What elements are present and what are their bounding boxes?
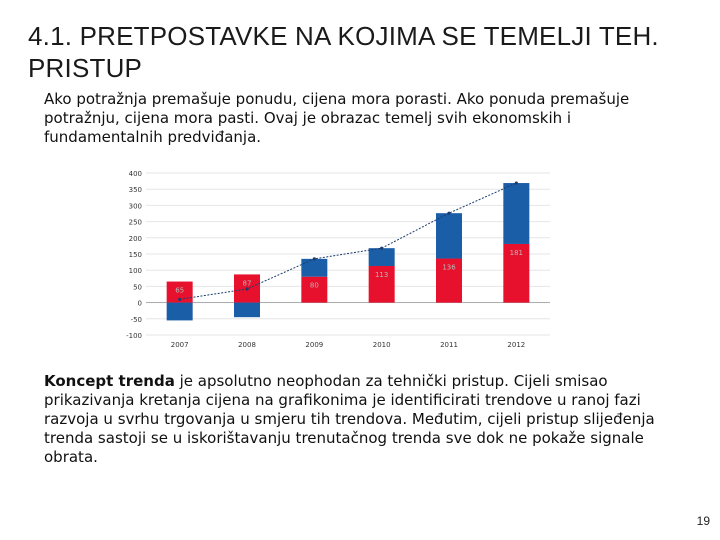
total-point	[515, 181, 518, 184]
total-point	[178, 298, 181, 301]
bar-value-label: 136	[442, 263, 456, 272]
trend-term: Koncept trenda	[44, 372, 175, 390]
bar-blue	[369, 248, 395, 266]
y-tick-label: 0	[137, 299, 142, 308]
y-tick-label: 100	[128, 267, 142, 276]
bar-blue	[301, 259, 327, 277]
trend-paragraph	[44, 372, 684, 467]
x-tick-label: 2011	[440, 341, 458, 349]
bar-chart	[120, 163, 554, 356]
total-point	[313, 257, 316, 260]
total-line	[180, 183, 517, 299]
x-tick-label: 2010	[372, 341, 391, 349]
x-tick-label: 2012	[507, 341, 526, 349]
bar-value-label: 113	[374, 270, 389, 279]
total-point	[447, 212, 450, 215]
bar-value-label: 87	[242, 279, 252, 288]
y-tick-label: 50	[133, 283, 142, 292]
bar-blue	[234, 303, 260, 318]
intro-paragraph: Ako potražnja premašuje ponudu, cijena mora porasti. Ako ponuda premašuje potražnju, cijena mora pasti. Ovaj je obrazac temelj svih ekonomskih i fundamentalnih predviđanja.	[44, 90, 630, 146]
slide-title: 4.1. PRETPOSTAVKE NA KOJIMA SE TEMELJI TEH. PRISTUP	[28, 21, 659, 83]
y-tick-label: 350	[128, 186, 142, 195]
y-tick-label: 200	[128, 234, 142, 243]
bar-blue	[167, 303, 193, 321]
total-point	[380, 247, 383, 250]
y-tick-label: 150	[128, 251, 142, 259]
bar-value-label: 65	[175, 286, 185, 295]
x-tick-label: 2007	[170, 341, 189, 349]
y-tick-label: 400	[128, 170, 142, 178]
bar-blue	[436, 213, 462, 258]
chart-svg	[120, 163, 554, 356]
x-tick-label: 2008	[238, 341, 256, 349]
bar-value-label: 80	[309, 281, 319, 290]
trend-text: je apsolutno neophodan za tehnički pristup. Cijeli smisao prikazivanja kretanja cijena na grafikonima je identificirati trendove u ranoj fazi razvoja u svrhu trgovanja u smjeru tih trendova. Međutim, cijeli pristup slijeđenja trenda sastoji se u iskorištavanju trenutačnog trenda sve dok ne pokaže signale obrata.	[44, 372, 655, 466]
bar-value-label: 181	[509, 248, 524, 257]
y-tick-label: 250	[128, 218, 142, 227]
y-tick-label: -50	[130, 315, 142, 324]
y-tick-label: -100	[126, 332, 142, 340]
total-point	[245, 287, 248, 290]
bar-blue	[503, 183, 529, 244]
page-number: 19	[696, 514, 710, 528]
y-tick-label: 300	[128, 202, 142, 211]
x-tick-label: 2009	[305, 341, 324, 349]
